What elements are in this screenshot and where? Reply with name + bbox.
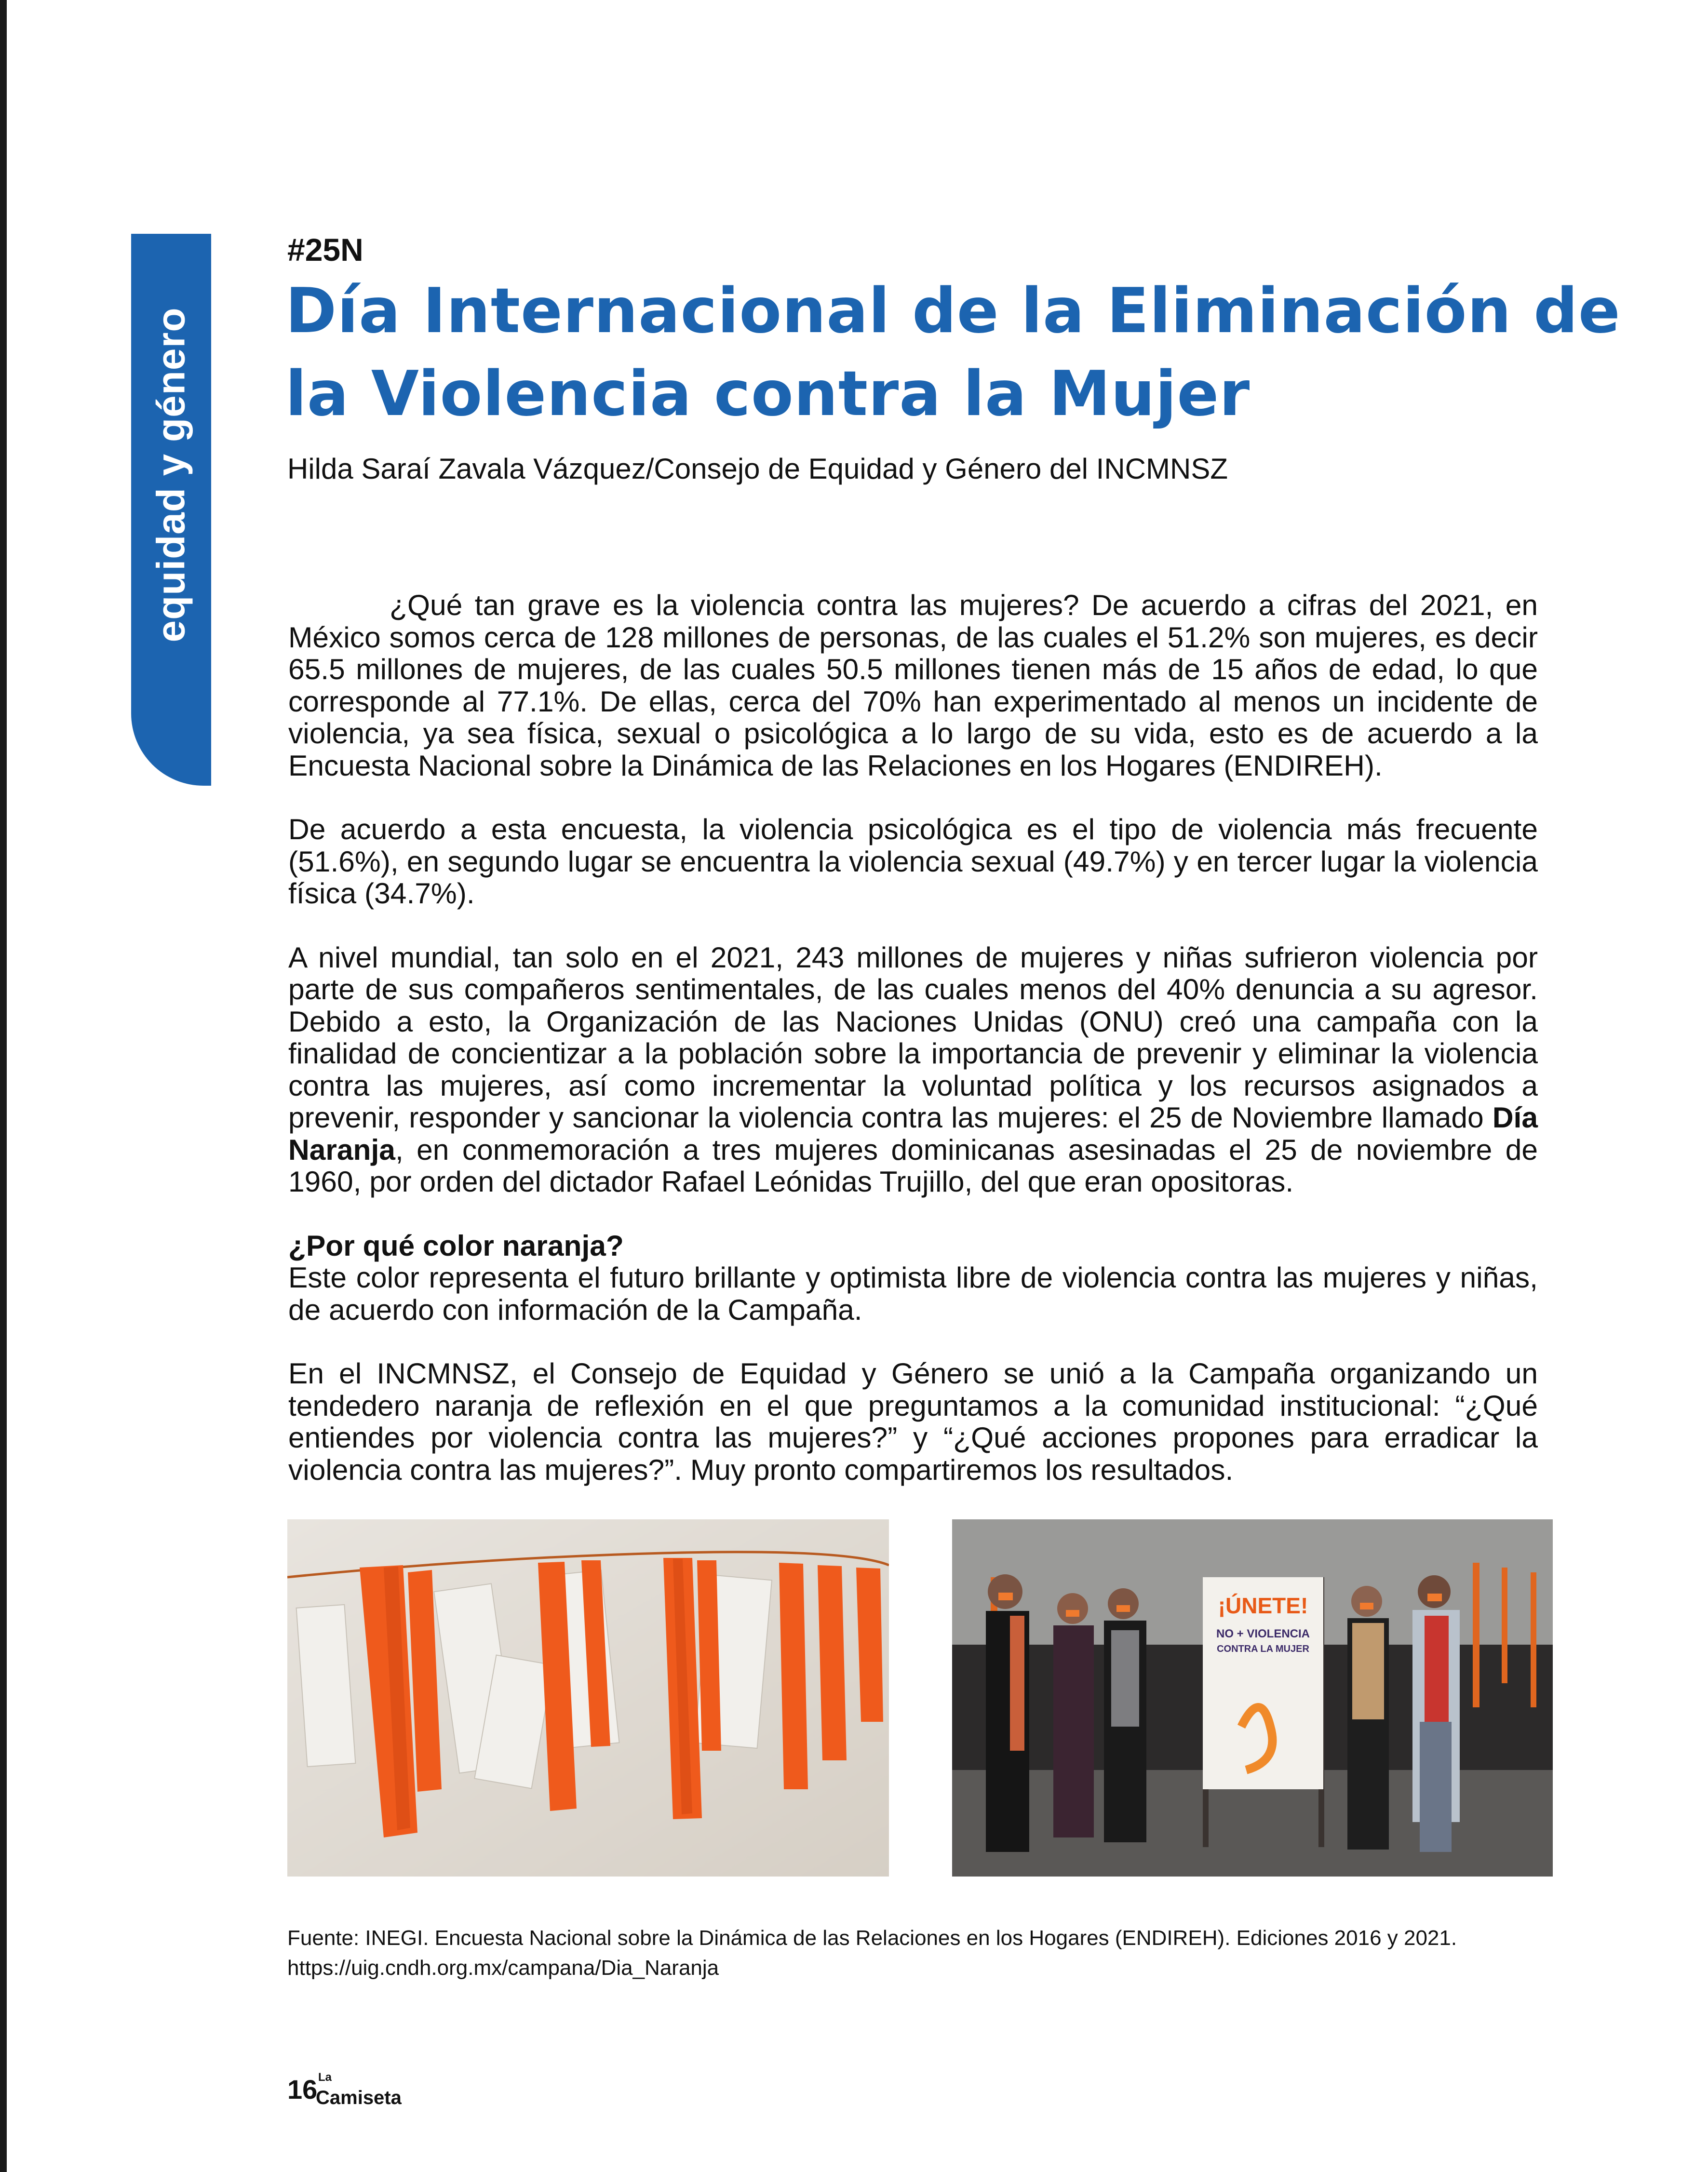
byline: Hilda Saraí Zavala Vázquez/Consejo de Equidad y Género del INCMNSZ bbox=[287, 453, 1228, 485]
article-body bbox=[288, 589, 1538, 1517]
source-note: Fuente: INEGI. Encuesta Nacional sobre la Dinámica de las Relaciones en los Hogares (ENDIREH). Ediciones 2016 y 2021. https://uig.cndh.org.mx/campana/Dia_Naranja bbox=[287, 1926, 1457, 1980]
hashtag: #25N bbox=[287, 232, 363, 268]
subheading: ¿Por qué color naranja? bbox=[288, 1229, 624, 1262]
magazine-name: Camiseta bbox=[316, 2087, 402, 2108]
poster-line-2: NO + VIOLENCIA bbox=[1216, 1627, 1310, 1640]
photo-ribbons-clothesline bbox=[287, 1519, 889, 1877]
page-number: 16 bbox=[287, 2074, 318, 2105]
paragraph-3-text: A nivel mundial, tan solo en el 2021, 243 millones de mujeres y niñas sufrieron violencia por parte de sus compañeros sentimentales, de las cuales menos del 40% denuncia a su agresor. Debido a esto, la Organización de las Naciones Unidas (ONU) creó una campaña con la finalidad de concientizar a la población sobre la importancia de prevenir y eliminar la violencia contra las mujeres, así como incrementar la voluntad política y los recursos asignados a prevenir, responder y sancionar la violencia contra las mujeres: el 25 de Noviembre llamado bbox=[288, 940, 1538, 1134]
section-tab-label-wrap bbox=[131, 234, 211, 716]
paragraph-5: En el INCMNSZ, el Consejo de Equidad y Género se unió a la Campaña organizando un tendedero naranja de reflexión en el que preguntamos a la comunidad institucional: “¿Qué entiendes por violencia contra las mujeres?” y “¿Qué acciones propones para erradicar la violencia contra las mujeres?”. Muy pronto compartiremos los resultados. bbox=[288, 1357, 1538, 1486]
paragraph-3-text-end: , en conmemoración a tres mujeres dominicanas asesinadas el 25 de noviembre de 1960, por orden del dictador Rafael Leónidas Trujillo, del que eran opositoras. bbox=[288, 1133, 1538, 1198]
dia-naranja-bold: Día Naranja bbox=[288, 1101, 1538, 1166]
poster-line-3: CONTRA LA MUJER bbox=[1217, 1644, 1309, 1654]
paragraph-4: Este color representa el futuro brillante y optimista libre de violencia contra las mujeres y niñas, de acuerdo con información de la Campaña. bbox=[288, 1261, 1538, 1326]
paragraph-3 bbox=[288, 941, 1538, 1198]
paragraph-2: De acuerdo a esta encuesta, la violencia psicológica es el tipo de violencia más frecuente (51.6%), en segundo lugar se encuentra la violencia sexual (49.7%) y en tercer lugar la violencia física (34.7%). bbox=[288, 813, 1538, 910]
photo-group-with-poster bbox=[952, 1519, 1553, 1877]
section-tab-label: equidad y género bbox=[149, 307, 193, 643]
poster-line-1: ¡ÚNETE! bbox=[1218, 1593, 1308, 1618]
magazine-name-small: La bbox=[318, 2071, 332, 2084]
article-title: Día Internacional de la Eliminación de la Violencia contra la Mujer bbox=[285, 275, 1621, 430]
paragraph-1: ¿Qué tan grave es la violencia contra las mujeres? De acuerdo a cifras del 2021, en México somos cerca de 128 millones de personas, de las cuales el 51.2% son mujeres, es decir 65.5 millones de mujeres, de las cuales 50.5 millones tienen más de 15 años de edad, lo que corresponde al 77.1%. De ellas, cerca del 70% han experimentado al menos un incidente de violencia, ya sea física, sexual o psicológica a lo largo de su vida, esto es de acuerdo a la Encuesta Nacional sobre la Dinámica de las Relaciones en los Hogares (ENDIREH). bbox=[288, 589, 1538, 782]
